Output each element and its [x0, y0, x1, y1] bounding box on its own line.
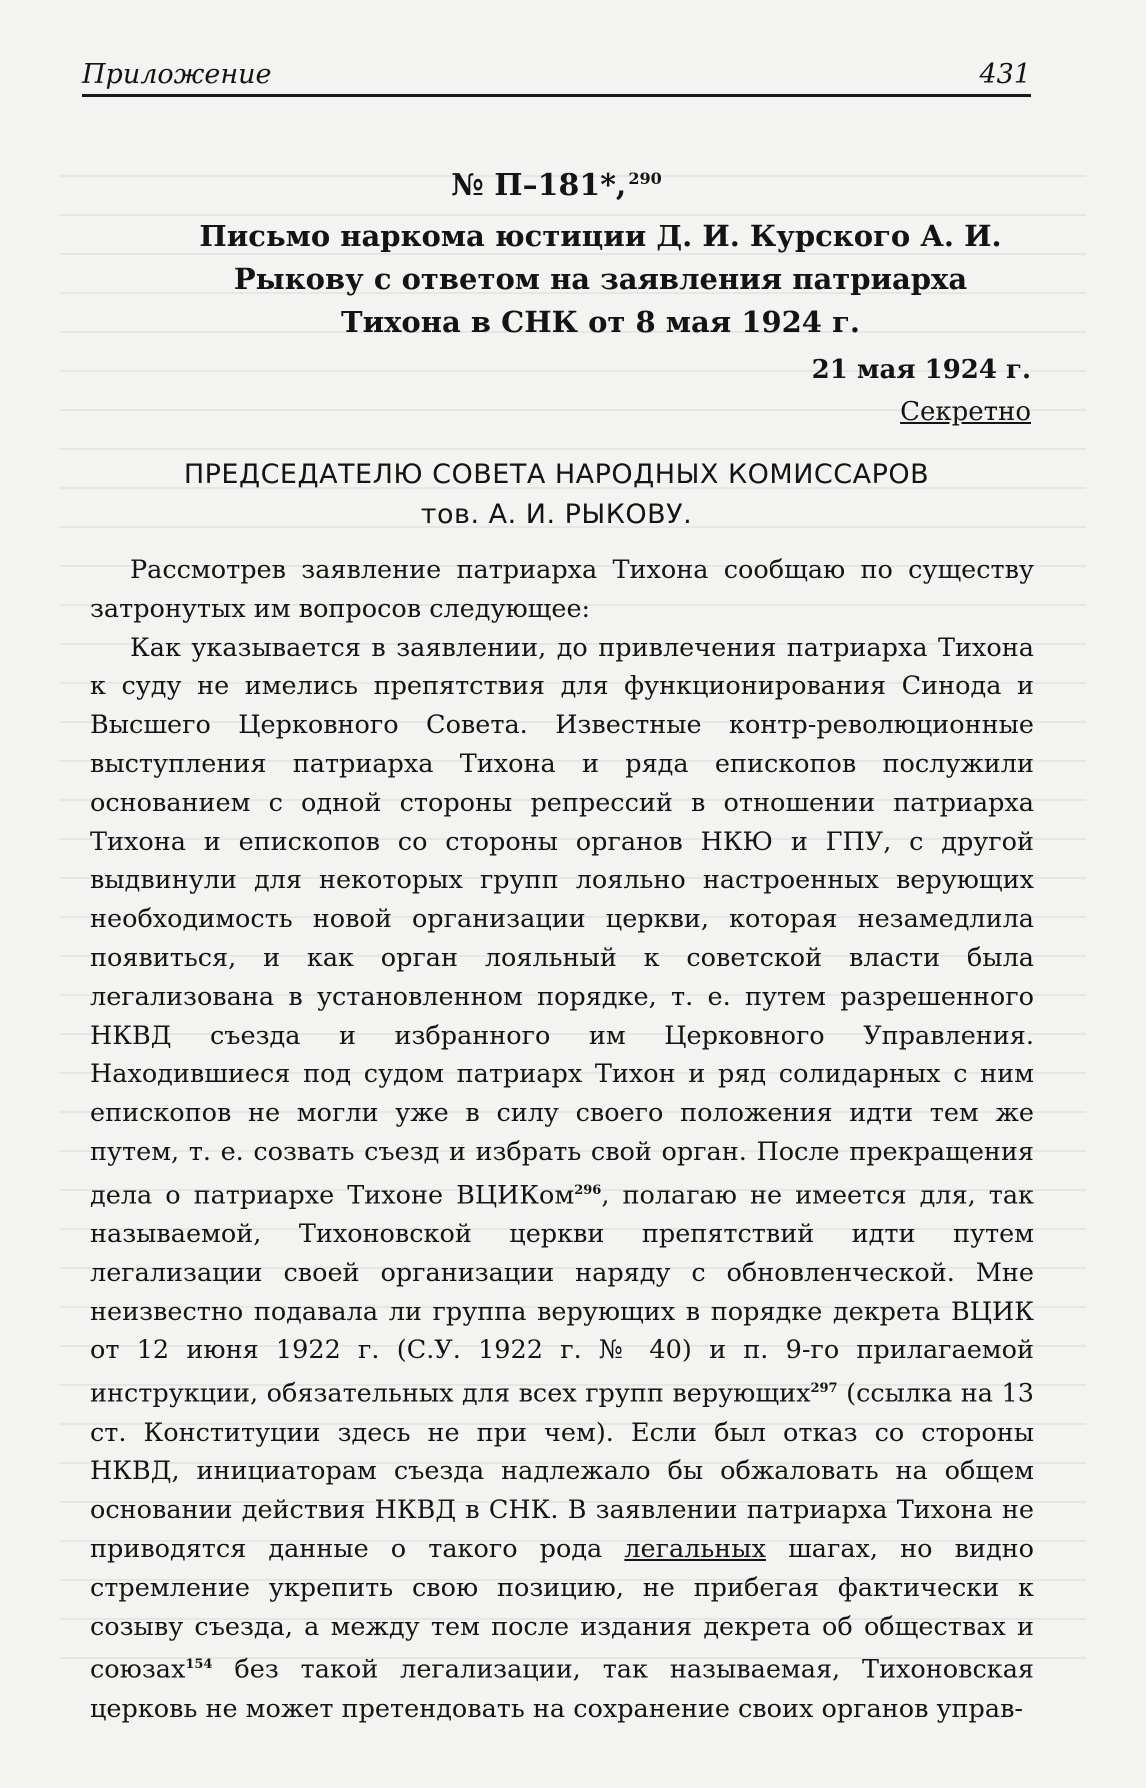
body-text-segment: , полагаю не имеется для, так называемой, Тихоновской церкви препятствий идти путем легализации своей организации наряду с обновленческой. Мне неизвестно подавала ли группа верующих в порядке декрета ВЦИК от 12 июня 1922 г. (С.У. 1922 г. № 40) и п. 9-го прилагаемой инструкции, обязательных для всех групп верующих [90, 1180, 1034, 1409]
document-number [82, 168, 1031, 203]
footnote-ref-296: 296 [574, 1182, 602, 1198]
document-title: Письмо наркома юстиции Д. И. Курского А. И. Рыкову с ответом на заявления патриарха Тихона в СНК от 8 мая 1924 г. [199, 219, 1002, 339]
underlined-word: легальных [624, 1533, 766, 1564]
running-title: Приложение [82, 59, 272, 90]
addressee-block [82, 455, 1031, 535]
letter-body [90, 551, 1034, 1728]
body-paragraph-1: Рассмотрев заявление патриарха Тихона сообщаю по существу затронутых им вопросов следующее: [90, 555, 1034, 624]
body-text-segment: Как указывается в заявлении, до привлечения патриарха Тихона к суду не имелись препятствия для функционирования Синода и Высшего Церковного Совета. Известные контр-революционные выступления патриарха Тихона и ряда епископов послужили основанием с одной стороны репрессий в отношении патриарха Тихона и епископов со стороны органов НКЮ и ГПУ, с другой выдвинули для некоторых групп лояльно настроенных верующих необходимость новой организации церкви, которая незамедлила появиться, и как орган лояльный к советской власти была легализована в установленном порядке, т. е. путем разрешенного НКВД съезда и избранного им Церковного Управления. Находившиеся под судом патриарх Тихон и ряд солидарных с ним епископов не могли уже в силу своего положения идти тем же путем, т. е. созвать съезд и избрать свой орган. После прекращения дела о патриархе Тихоне ВЦИКом [90, 632, 1034, 1211]
classification-mark: Секретно [900, 397, 1031, 427]
footnote-ref-297: 297 [810, 1381, 838, 1397]
document-number-footnote-ref: 290 [628, 169, 662, 188]
addressee-line-1: ПРЕДСЕДАТЕЛЮ СОВЕТА НАРОДНЫХ КОМИССАРОВ [183, 459, 930, 490]
body-paragraph-2 [90, 629, 1034, 1729]
running-header [82, 48, 1031, 97]
document-date: 21 мая 1924 г. [811, 355, 1031, 385]
body-text-segment: шагах, но видно стремление укрепить свою позицию, не прибегая фактически к созыву съезда, а между тем после издания декрета об обществах и союзах [90, 1533, 1035, 1685]
footnote-ref-154: 154 [185, 1657, 213, 1673]
page-number: 431 [979, 59, 1031, 90]
addressee-line-2: тов. А. И. РЫКОВУ. [420, 499, 693, 530]
body-text-segment: без такой легализации, так называемая, Тихоновская церковь не может претендовать на сохранение своих органов управ- [90, 1654, 1034, 1724]
document-number-text: № П–181*, [451, 168, 627, 203]
body-text-segment: (ссылка на 13 ст. Конституции здесь не при чем). Если был отказ со стороны НКВД, инициаторам съезда надлежало бы обжаловать на общем основании действия НКВД в СНК. В заявлении патриарха Тихона не приводятся данные о такого рода [90, 1378, 1034, 1564]
